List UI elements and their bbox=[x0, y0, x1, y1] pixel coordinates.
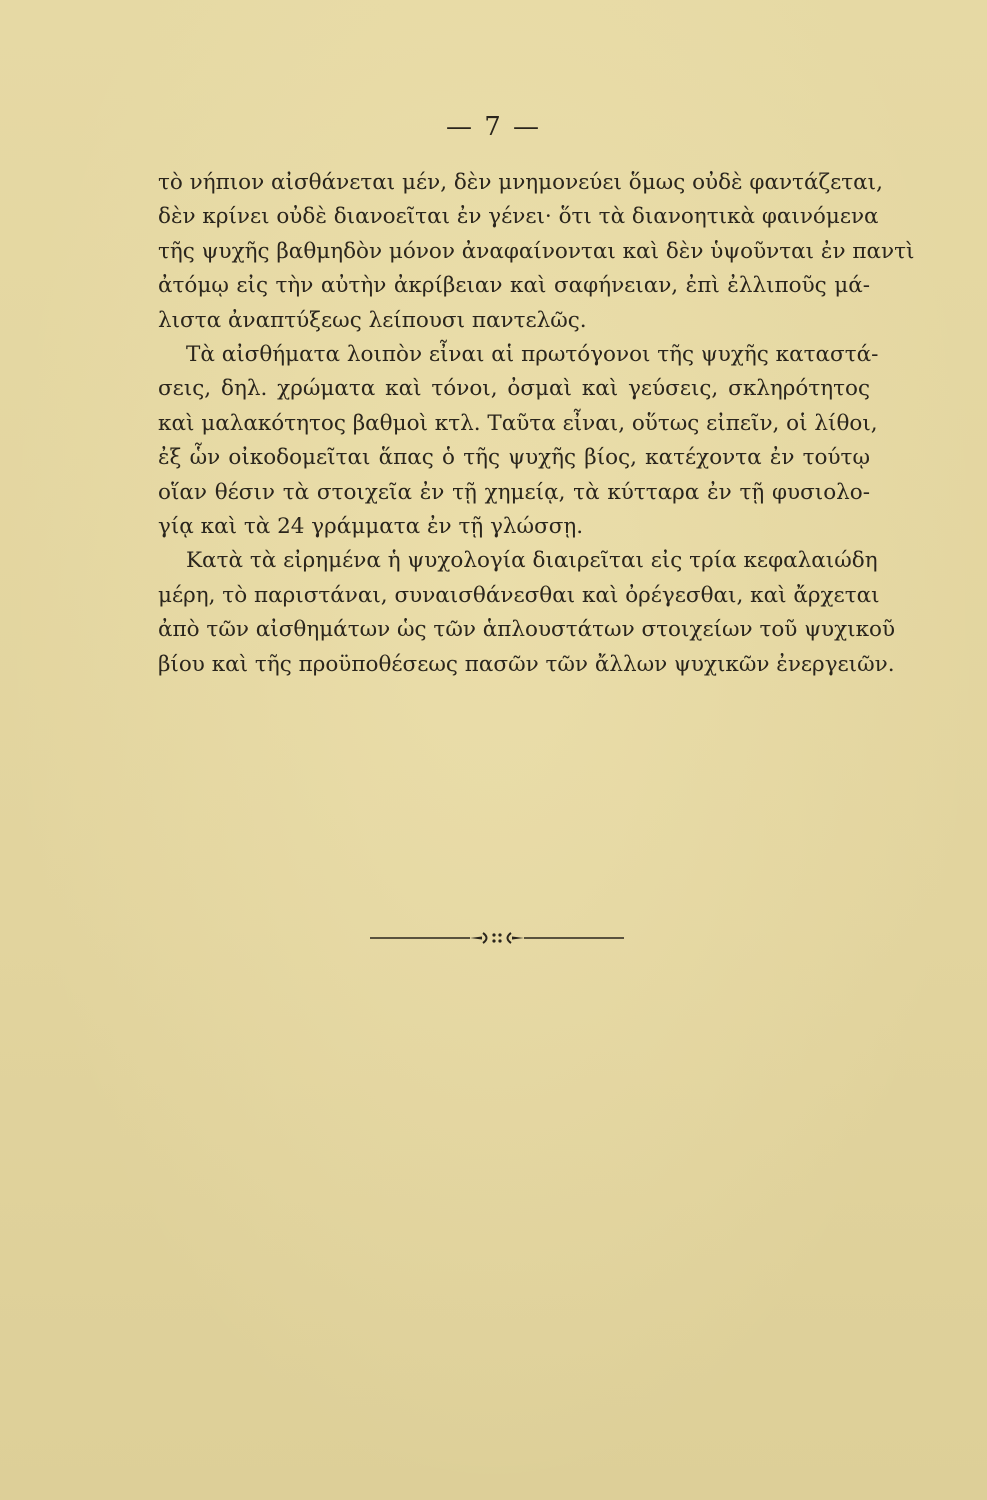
text-line: σεις, δηλ. χρώματα καὶ τόνοι, ὀσμαὶ καὶ γεύσεις, σκληρότητος bbox=[158, 376, 870, 402]
text-line: τὸ νήπιον αἰσθάνεται μέν, δὲν μνημονεύει ὅμως οὐδὲ φαντάζεται, bbox=[158, 170, 883, 195]
text-line: ἐξ ὧν οἰκοδομεῖται ἅπας ὁ τῆς ψυχῆς βίος, κατέχοντα ἐν τούτῳ bbox=[158, 445, 870, 471]
paragraph-3 bbox=[158, 544, 896, 682]
page-number: — 7 — bbox=[445, 112, 542, 142]
text-line: μέρη, τὸ παριστάναι, συναισθάνεσθαι καὶ ὀρέγεσθαι, καὶ ἄρχεται bbox=[158, 582, 880, 608]
text-line: γίᾳ καὶ τὰ 24 γράμματα ἐν τῇ γλώσσῃ. bbox=[158, 514, 584, 540]
text-line: ἀπὸ τῶν αἰσθημάτων ὡς τῶν ἁπλουστάτων στοιχείων τοῦ ψυχικοῦ bbox=[158, 617, 896, 643]
text-line: λιστα ἀναπτύξεως λείπουσι παντελῶς. bbox=[158, 307, 587, 333]
text-line: Κατὰ τὰ εἰρημένα ἡ ψυχολογία διαιρεῖται εἰς τρία κεφαλαιώδη bbox=[186, 548, 878, 574]
text-line: Τὰ αἰσθήματα λοιπὸν εἶναι αἱ πρωτόγονοι τῆς ψυχῆς καταστά- bbox=[186, 342, 879, 368]
paragraph-2 bbox=[158, 338, 879, 544]
end-ornament-icon bbox=[370, 926, 624, 950]
text-line: δὲν κρίνει οὐδὲ διανοεῖται ἐν γένει· ὅτι τὰ διανοητικὰ φαινόμενα bbox=[158, 204, 879, 230]
text-line: καὶ μαλακότητος βαθμοὶ κτλ. Ταῦτα εἶναι, οὕτως εἰπεῖν, οἱ λίθοι, bbox=[158, 410, 878, 436]
text-line: οἵαν θέσιν τὰ στοιχεῖα ἐν τῇ χημείᾳ, τὰ κύτταρα ἐν τῇ φυσιολο- bbox=[158, 479, 870, 505]
text-line: τῆς ψυχῆς βαθμηδὸν μόνον ἀναφαίνονται καὶ δὲν ὑψοῦνται ἐν παντὶ bbox=[158, 238, 915, 264]
text-line: ἀτόμῳ εἰς τὴν αὐτὴν ἀκρίβειαν καὶ σαφήνειαν, ἐπὶ ἐλλιποῦς μά- bbox=[158, 273, 870, 299]
paragraph-1 bbox=[158, 166, 915, 338]
body-text bbox=[158, 166, 915, 682]
text-line: βίου καὶ τῆς προϋποθέσεως πασῶν τῶν ἄλλων ψυχικῶν ἐνεργειῶν. bbox=[158, 651, 895, 677]
